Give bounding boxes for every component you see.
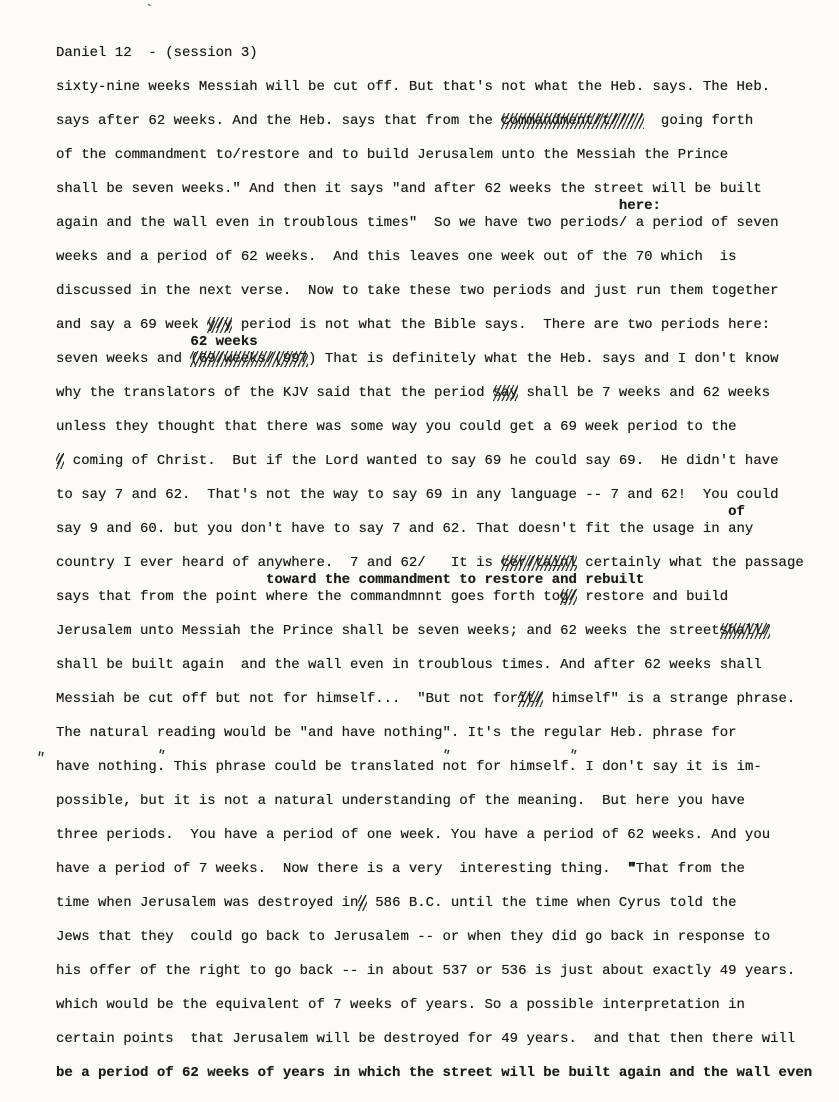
text-line <box>56 954 821 988</box>
struck-text: (69/weeks/(997 <box>190 351 309 367</box>
overtyped-quote: " <box>627 861 636 877</box>
struck-text: / <box>56 453 65 469</box>
text-line <box>56 920 821 954</box>
typed-text: have a period of 7 weeks. Now there is a very interesting thing. <box>56 861 628 877</box>
struck-text: shall/ <box>719 623 771 639</box>
typed-text: certainly what the passage <box>576 555 804 571</box>
typed-text: . This phrase could be translated <box>156 759 443 775</box>
typed-text: says after 62 weeks. And the Heb. says that from the <box>56 113 502 129</box>
text-line <box>56 376 821 410</box>
typed-text: That from the <box>635 861 745 877</box>
handwritten-quote: " <box>34 750 46 768</box>
typed-text: any <box>728 521 754 537</box>
struck-text: / <box>358 895 367 911</box>
typed-text: Messiah be cut off but not for himself... "But not for <box>56 691 519 707</box>
struck-text: commandment/t//// <box>501 113 645 129</box>
handwritten-quote: " <box>155 747 167 764</box>
typed-text: / a period of seven <box>618 215 779 231</box>
typed-text: where the commandmnnt goes forth to <box>266 589 561 605</box>
struck-text: say <box>492 385 519 401</box>
typed-text: certain points that Jerusalem will be destroyed for 49 years. and that then there will <box>56 1031 796 1047</box>
text-line <box>56 614 821 648</box>
typed-text: three periods. You have a period of one week. You have a period of 62 weeks. And you <box>56 827 771 843</box>
text-line <box>56 988 821 1022</box>
text-line <box>34 747 821 784</box>
typed-text: unless they thought that there was some way you could get a 69 week period to the <box>56 419 737 435</box>
typed-text: discussed in the next verse. Now to take these two periods and just run them together <box>56 283 779 299</box>
typed-text: time when Jerusalem was destroyed in <box>56 895 359 911</box>
typed-text: not for himself <box>442 759 569 775</box>
typed-text: going forth <box>644 113 754 129</box>
typed-text: be a period of 62 weeks of years in which the street will be built again and the wall even <box>56 1065 813 1081</box>
text-line <box>56 172 821 206</box>
typed-text: Jerusalem unto Messiah the Prince shall be seven weeks; and 62 weeks the street <box>56 623 720 639</box>
typed-text: 586 B.C. until the time when Cyrus told the <box>366 895 737 911</box>
text-line <box>56 104 821 138</box>
typed-text: shall be 7 weeks and 62 weeks <box>518 385 771 401</box>
typed-text: why the translators of the KJV said that the period <box>56 385 493 401</box>
typed-text: seven weeks and <box>56 351 191 367</box>
typed-text: country I ever heard of anywhere. 7 and 62/ It is <box>56 555 502 571</box>
text-line: seven weeks and 62 weeks(69/weeks/(997) That is definitely what the Heb. says and I don't know <box>56 334 779 367</box>
handwritten-quote: " <box>440 747 453 764</box>
typed-text: period is not what the Bible says. There are two periods here: <box>232 317 771 333</box>
text-line <box>56 1056 821 1090</box>
typed-text: his offer of the right to go back -- in about 537 or 536 is just about exactly 49 years. <box>56 963 796 979</box>
handwritten-quote: " <box>566 747 579 764</box>
text-line: say 9 and 60. but you don't have to say 7 and 62. That doesn't fit the usage in ofany <box>56 504 754 537</box>
text-line <box>56 478 821 512</box>
typed-text: himself" is a strange phrase. <box>543 691 796 707</box>
typed-text: says that from the point <box>56 589 267 605</box>
typed-text: and say a 69 week <box>56 317 208 333</box>
struck-text: y/y <box>207 317 233 333</box>
typed-text: . I don't say it is im- <box>568 759 762 775</box>
text-line <box>56 138 821 172</box>
page-title: Daniel 12 - (session 3) <box>56 45 258 61</box>
text-line <box>56 784 821 818</box>
pen-tick-mark: ˋ <box>144 0 161 21</box>
typed-text: Jews that they could go back to Jerusalem -- or when they did go back in response to <box>56 929 771 945</box>
text-line <box>56 410 821 444</box>
text-line <box>56 274 821 308</box>
typed-text: say 9 and 60. but you don't have to say 7 and 62. That doesn't fit the usage in <box>56 521 729 537</box>
typed-text: weeks and a period of 62 weeks. And this leaves one week out of the 70 which is <box>56 249 737 265</box>
typed-text: restore and build <box>576 589 729 605</box>
typed-text: ) That is definitely what the Heb. says and I don't know <box>308 351 779 367</box>
text-line <box>56 70 821 104</box>
typed-text: shall be seven weeks." And then it says "and after 62 weeks the street will be built <box>56 181 762 197</box>
struck-text: it/ <box>518 691 544 707</box>
typed-text: coming of Christ. But if the Lord wanted to say 69 he could say 69. He didn't have <box>64 453 779 469</box>
text-line <box>56 818 821 852</box>
typed-text: shall be built again and the wall even in troublous times. And after 62 weeks shall <box>56 657 762 673</box>
typed-text: sixty-nine weeks Messiah will be cut off. But that's not what the Heb. says. The Heb. <box>56 79 771 95</box>
typed-text: again and the wall even in troublous times" So we have two periods <box>56 215 619 231</box>
text-line <box>56 886 821 920</box>
document-lines <box>34 70 821 1090</box>
text-line <box>56 1022 821 1056</box>
typed-text: which would be the equivalent of 7 weeks of years. So a possible interpretation in <box>56 997 745 1013</box>
text-line <box>56 716 821 750</box>
typed-text: possible, but it is not a natural understanding of the meaning. But here you have <box>56 793 745 809</box>
typed-text: of the commandment to/restore and to build Jerusalem unto the Messiah the Prince <box>56 147 729 163</box>
typed-text: to say 7 and 62. That's not the way to say 69 in any language -- 7 and 62! You could <box>56 487 779 503</box>
text-line: says that from the point toward the commandment to restore and rebuiltwhere the commandmnnt goes forth tog/ restore and build <box>56 572 729 605</box>
struck-text: g/ <box>560 589 577 605</box>
text-line <box>56 852 821 886</box>
struck-text: cer/tainl <box>501 555 577 571</box>
text-line <box>56 240 821 274</box>
text-line <box>56 648 821 682</box>
text-line <box>56 682 821 716</box>
text-line <box>56 308 821 342</box>
text-line <box>56 444 821 478</box>
typed-text: The natural reading would be "and have nothing". It's the regular Heb. phrase for <box>56 725 737 741</box>
typed-text: have nothing <box>56 759 157 775</box>
text-line: again and the wall even in troublous times" So we have two periodshere:/ a period of seven <box>56 198 779 231</box>
